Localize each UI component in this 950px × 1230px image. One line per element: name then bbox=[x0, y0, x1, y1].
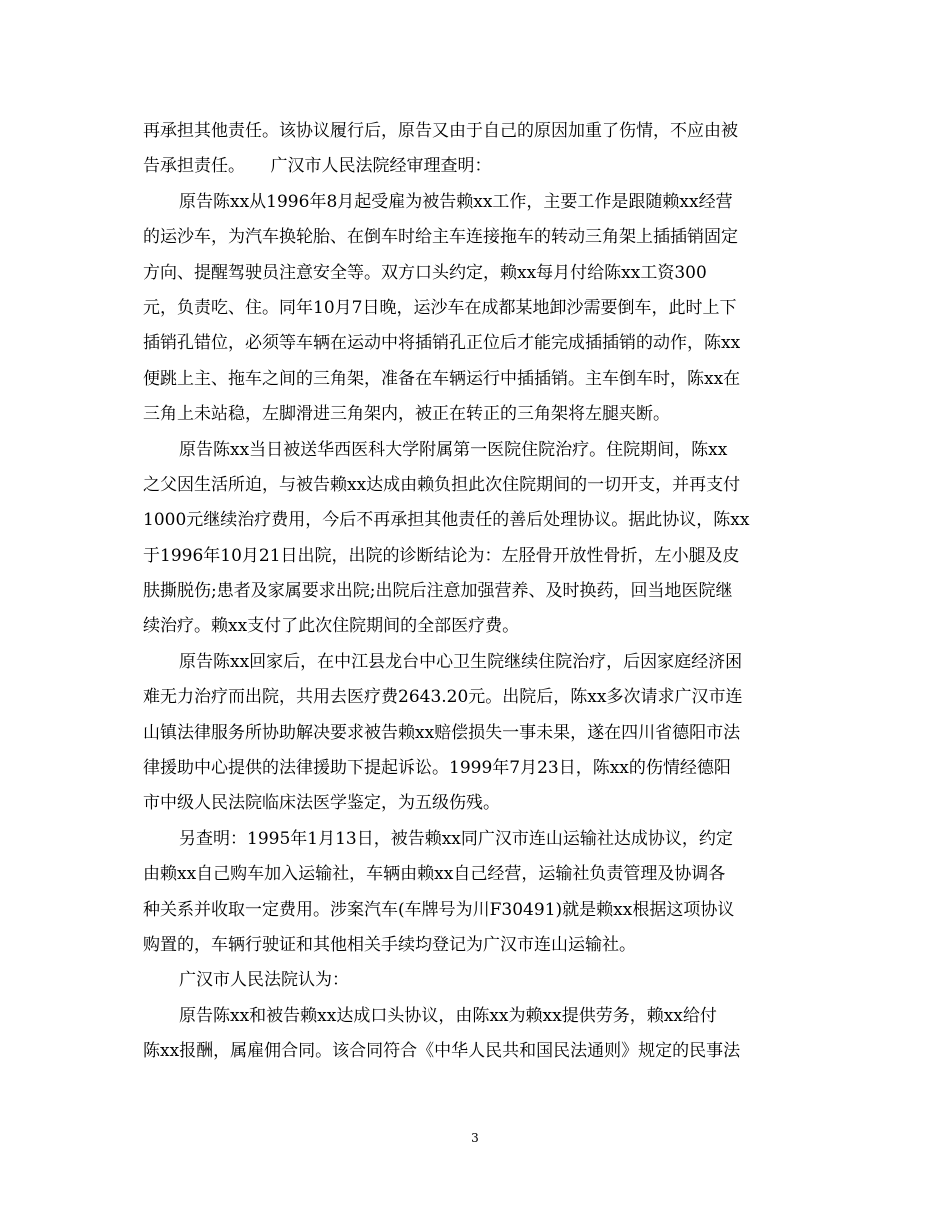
text-line: 山镇法律服务所协助解决要求被告赖xx赔偿损失一事未果，遂在四川省德阳市法 bbox=[143, 722, 741, 743]
text-line: 三角上未站稳，左脚滑进三角架内，被正在转正的三角架将左腿夹断。 bbox=[143, 404, 670, 425]
paragraph-start: 另查明：1995年1月13日，被告赖xx同广汉市连山运输社达成协议，约定 bbox=[179, 828, 733, 849]
text-line: 的运沙车，为汽车换轮胎、在倒车时给主车连接拖车的转动三角架上插插销固定 bbox=[143, 227, 738, 248]
text-line: 之父因生活所迫，与被告赖xx达成由赖负担此次住院期间的一切开支，并再支付 bbox=[143, 474, 741, 495]
paragraph-start: 原告陈xx从1996年8月起受雇为被告赖xx工作，主要工作是跟随赖xx经营 bbox=[179, 191, 733, 212]
text-line: 告承担责任。 广汉市人民法院经审理查明： bbox=[143, 156, 492, 177]
text-line: 于1996年10月21日出院，出院的诊断结论为：左胫骨开放性骨折，左小腿及皮 bbox=[143, 545, 740, 566]
paragraph-start: 原告陈xx和被告赖xx达成口头协议，由陈xx为赖xx提供劳务，赖xx给付 bbox=[179, 1005, 717, 1026]
text-line: 市中级人民法院临床法医学鉴定，为五级伤残。 bbox=[143, 793, 500, 814]
text-line: 便跳上主、拖车之间的三角架，准备在车辆运行中插插销。主车倒车时，陈xx在 bbox=[143, 368, 741, 389]
body-text bbox=[143, 114, 809, 1070]
text-line: 种关系并收取一定费用。涉案汽车(车牌号为川F30491)就是赖xx根据这项协议 bbox=[143, 899, 735, 920]
text-line: 1000元继续治疗费用，今后不再承担其他责任的善后处理协议。据此协议，陈xx bbox=[143, 510, 750, 531]
page-number: 3 bbox=[471, 1131, 479, 1145]
text-line: 方向、提醒驾驶员注意安全等。双方口头约定，赖xx每月付给陈xx工资300 bbox=[143, 262, 707, 283]
text-line: 元，负责吃、住。同年10月7日晚，运沙车在成都某地卸沙需要倒车，此时上下 bbox=[143, 297, 737, 318]
text-line: 肤撕脱伤;患者及家属要求出院;出院后注意加强营养、及时换药，回当地医院继 bbox=[143, 581, 733, 602]
text-line: 插销孔错位，必须等车辆在运动中将插销孔正位后才能完成插插销的动作，陈xx bbox=[143, 333, 741, 354]
text-line: 由赖xx自己购车加入运输社，车辆由赖xx自己经营，运输社负责管理及协调各 bbox=[143, 864, 726, 885]
text-line: 律援助中心提供的法律援助下提起诉讼。1999年7月23日，陈xx的伤情经德阳 bbox=[143, 758, 731, 779]
paragraph-start: 原告陈xx当日被送华西医科大学附属第一医院住院治疗。住院期间，陈xx bbox=[179, 439, 728, 460]
text-line: 难无力治疗而出院，共用去医疗费2643.20元。出院后，陈xx多次请求广汉市连 bbox=[143, 687, 743, 708]
paragraph-start: 原告陈xx回家后，在中江县龙台中心卫生院继续住院治疗，后因家庭经济困 bbox=[179, 651, 743, 672]
text-line: 再承担其他责任。该协议履行后，原告又由于自己的原因加重了伤情，不应由被 bbox=[143, 121, 738, 141]
text-line: 购置的，车辆行驶证和其他相关手续均登记为广汉市连山运输社。 bbox=[143, 934, 636, 955]
section-heading: 广汉市人民法院认为： bbox=[179, 970, 349, 991]
text-line: 续治疗。赖xx支付了此次住院期间的全部医疗费。 bbox=[143, 616, 520, 637]
text-line: 陈xx报酬，属雇佣合同。该合同符合《中华人民共和国民法通则》规定的民事法 bbox=[143, 1041, 741, 1062]
